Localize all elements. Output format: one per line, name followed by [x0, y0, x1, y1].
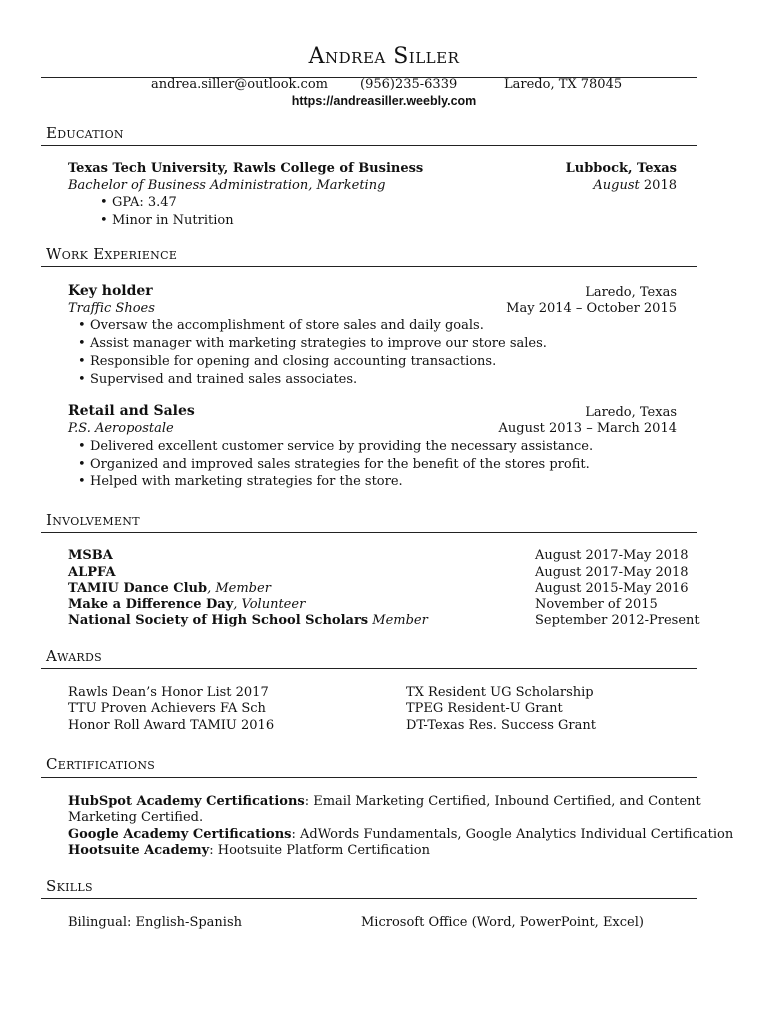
education-bullet: • Minor in Nutrition [112, 213, 234, 228]
job-bullet: • Assist manager with marketing strategies to improve our store sales. [90, 336, 547, 351]
award-item: DT-Texas Res. Success Grant [406, 718, 596, 733]
skill-item: Bilingual: English-Spanish [68, 915, 243, 930]
education-school-line [68, 161, 423, 176]
involvement-org: ALPFA [68, 565, 116, 580]
involvement-date: August 2015-May 2016 [535, 581, 689, 596]
work-heading: Work Experience [46, 245, 178, 263]
involvement-org: Make a Difference Day [68, 597, 234, 612]
cert-hubspot-text: : Email Marketing Certified, Inbound Certified, and Content [304, 794, 701, 809]
school-name: Texas Tech University [68, 161, 224, 176]
award-item: TTU Proven Achievers FA Sch [68, 701, 266, 716]
education-heading: Education [46, 124, 124, 142]
cert-google-text: : AdWords Fundamentals, Google Analytics Individual Certification [291, 827, 734, 842]
college-name: , Rawls College of Business [223, 161, 424, 176]
cert-google [68, 827, 733, 842]
education-date-month: August [593, 178, 640, 193]
involvement-item [68, 581, 271, 596]
involvement-org: MSBA [68, 548, 113, 563]
education-bullet: • GPA: 3.47 [112, 195, 177, 210]
skills-heading: Skills [46, 877, 93, 895]
skill-item: Microsoft Office (Word, PowerPoint, Excel) [361, 915, 644, 930]
involvement-date: November of 2015 [535, 597, 658, 612]
certifications-heading: Certifications [46, 755, 156, 773]
awards-heading: Awards [46, 647, 102, 665]
award-item: TPEG Resident-U Grant [406, 701, 563, 716]
education-place: Lubbock, Texas [565, 161, 677, 176]
job-bullet: • Helped with marketing strategies for the store. [90, 474, 403, 489]
website-link[interactable]: https://andreasiller.weebly.com [291, 94, 477, 108]
cert-hubspot-text-cont: Marketing Certified. [68, 810, 204, 825]
involvement-date: September 2012-Present [535, 613, 700, 628]
job-company: P.S. Aeropostale [68, 421, 174, 436]
job-role: Key holder [68, 283, 153, 299]
email: andrea.siller@outlook.com [151, 77, 328, 92]
cert-google-label: Google Academy Certifications [68, 827, 292, 842]
job-role: Retail and Sales [68, 403, 195, 419]
involvement-role: , Volunteer [233, 597, 306, 612]
cert-hubspot-label: HubSpot Academy Certifications [68, 794, 305, 809]
job-place: Laredo, Texas [585, 285, 677, 300]
job-bullet: • Delivered excellent customer service by providing the necessary assistance. [90, 439, 593, 454]
involvement-org: TAMIU Dance Club [68, 581, 208, 596]
award-item: Rawls Dean’s Honor List 2017 [68, 685, 269, 700]
degree: Bachelor of Business Administration, Marketing [68, 178, 386, 193]
location: Laredo, TX 78045 [504, 77, 623, 92]
cert-hootsuite-label: Hootsuite Academy [68, 843, 210, 858]
education-date [593, 178, 677, 193]
education-rule [41, 145, 697, 146]
job-bullet: • Responsible for opening and closing accounting transactions. [90, 354, 496, 369]
cert-hootsuite-text: : Hootsuite Platform Certification [209, 843, 430, 858]
involvement-item [68, 548, 113, 563]
cert-hubspot [68, 794, 701, 809]
job-dates: August 2013 – March 2014 [498, 421, 677, 436]
involvement-item [68, 597, 305, 612]
involvement-org: National Society of High School Scholars [68, 613, 369, 628]
job-bullet: • Oversaw the accomplishment of store sales and daily goals. [90, 318, 484, 333]
involvement-role: Member [368, 613, 428, 628]
involvement-item [68, 613, 428, 628]
candidate-name: Andrea Siller [308, 44, 460, 69]
involvement-date: August 2017-May 2018 [535, 565, 689, 580]
work-rule [41, 266, 697, 267]
involvement-heading: Involvement [46, 511, 140, 529]
awards-rule [41, 668, 697, 669]
involvement-date: August 2017-May 2018 [535, 548, 689, 563]
phone: (956)235-6339 [360, 77, 458, 92]
job-bullet: • Supervised and trained sales associates. [90, 372, 357, 387]
award-item: Honor Roll Award TAMIU 2016 [68, 718, 275, 733]
award-item: TX Resident UG Scholarship [406, 685, 594, 700]
job-bullet: • Organized and improved sales strategies for the benefit of the stores profit. [90, 457, 590, 472]
cert-hootsuite [68, 843, 430, 858]
education-date-year: 2018 [639, 178, 677, 193]
involvement-item [68, 565, 116, 580]
skills-rule [41, 898, 697, 899]
job-company: Traffic Shoes [68, 301, 155, 316]
job-place: Laredo, Texas [585, 405, 677, 420]
certifications-rule [41, 777, 697, 778]
involvement-rule [41, 532, 697, 533]
involvement-role: , Member [207, 581, 271, 596]
job-dates: May 2014 – October 2015 [506, 301, 677, 316]
